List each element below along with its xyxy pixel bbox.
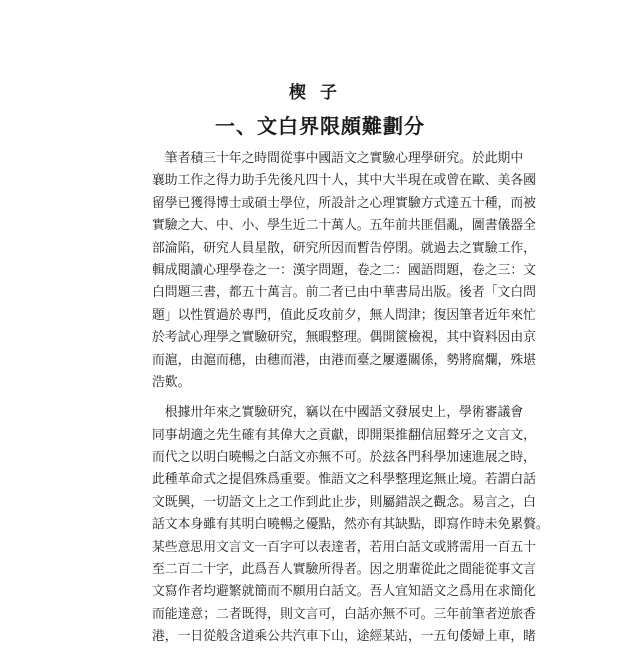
text-line: 筆者積三十年之時間從事中國語文之實驗心理學研究。於此期中 <box>152 151 524 166</box>
text-line: 某些意思用文言文一百字可以表達者，若用白話文或將需用一百五十 <box>152 539 536 555</box>
paragraph-gap <box>152 394 488 402</box>
text-line: 而滬，由滬而穗，由穗而港，由港而臺之屢遷關係，勢將腐爛，殊堪 <box>152 352 536 368</box>
text-line: 部淪陷，研究人員星散，研究所因而暫告停閉。就過去之實驗工作， <box>152 240 536 256</box>
text-line: 而代之以明白曉暢之白話文亦無不可。於玆各門科學加速進展之時， <box>152 450 536 466</box>
text-line: 而能達意；二者既得，則文言可，白話亦無不可。三年前筆者逆旅香 <box>152 606 536 622</box>
page-heading: 楔子 <box>289 83 351 103</box>
text-line: 留學已獲得博士或碩士學位，所設計之心理實驗方式達五十種，而被 <box>152 195 536 211</box>
body-text <box>152 148 549 649</box>
text-line: 同事胡適之先生確有其偉大之貢獻，即開渠推翻信屈聱牙之文言文， <box>152 427 536 443</box>
paragraph-1 <box>152 148 536 394</box>
text-line: 至二百二十字，此爲吾人實驗所得者。因之朋輩從此之間能從事文言 <box>152 562 536 578</box>
text-line: 話文本身雖有其明白曉暢之優點，然亦有其缺點，即寫作時未免累贅。 <box>152 517 549 533</box>
text-line: 此種革命式之提倡殊爲重要。惟語文之科學整理迄無止境。若謂白話 <box>152 472 536 488</box>
paragraph-2 <box>152 402 549 648</box>
text-line: 根據卅年來之實驗研究，竊以在中國語文發展史上，學術審議會 <box>152 405 524 421</box>
text-line: 於考試心理學之實驗研究，無暇整理。偶開篋檢視，其中資料因由京 <box>152 330 536 346</box>
text-line: 文既興，一切語文上之工作到此止步，則屬錯誤之觀念。易言之，白 <box>152 494 536 510</box>
text-line: 文寫作者均避繁就簡而不願用白話文。吾人宜知語文之爲用在求簡化 <box>152 584 536 600</box>
text-line: 襄助工作之得力助手先後凡四十人，其中大半現在或曾在歐、美各國 <box>152 173 536 189</box>
text-line: 白問題三書，都五十萬言。前二者已由中華書局出版。後者「文白問 <box>152 285 536 301</box>
text-line: 港，一日從般含道乘公共汽車下山，途經某站，一五旬倭婦上車，睹 <box>152 629 536 645</box>
text-line: 實驗之大、中、小、學生近二十萬人。五年前共匪倡亂，圖書儀器全 <box>152 218 536 234</box>
section-title: 一、文白界限頗難劃分 <box>215 114 425 138</box>
text-line: 題」以性質過於專門，值此反攻前夕，無人問津；復因筆者近年來忙 <box>152 307 536 323</box>
text-line: 輯成閱讀心理學卷之一：漢字問題，卷之二：國語問題，卷之三：文 <box>152 262 536 278</box>
text-line: 浩歎。 <box>152 374 191 390</box>
